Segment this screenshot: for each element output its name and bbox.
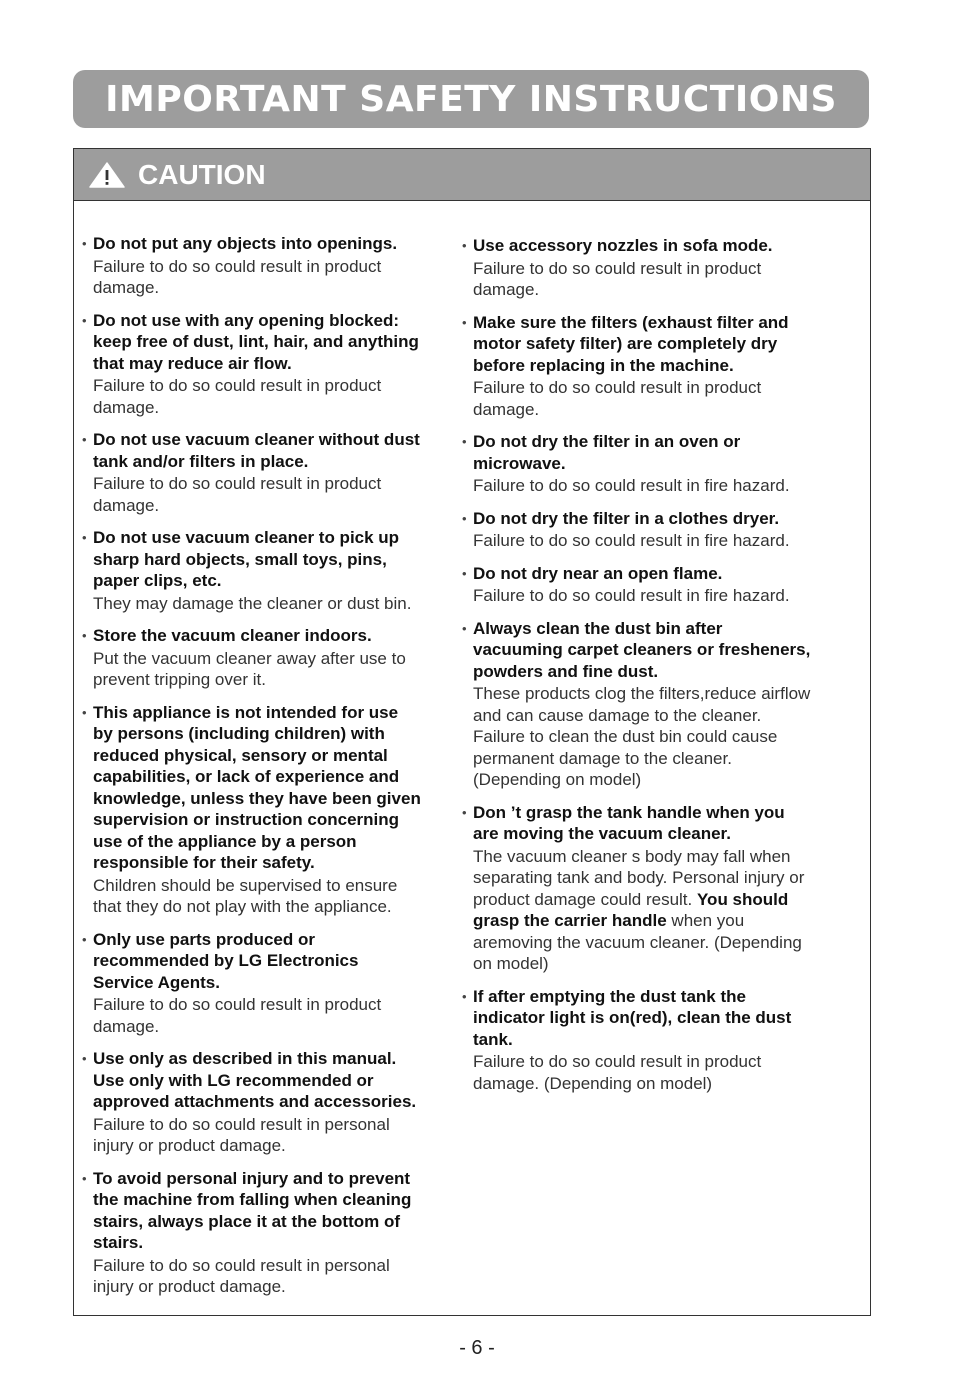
list-item xyxy=(462,431,814,497)
list-item xyxy=(462,618,814,791)
item-heading: • Do not dry the filter in an oven or microwave. xyxy=(473,432,741,473)
item-heading: • Do not dry the filter in a clothes dryer. xyxy=(473,508,780,528)
left-column xyxy=(82,233,422,1309)
item-heading: • To avoid personal injury and to prevent the machine from falling when cleaning stairs, always place it at the bottom of stairs. xyxy=(93,1168,412,1252)
list-item xyxy=(462,508,814,552)
item-heading: • This appliance is not intended for use by persons (including children) with reduced physical, sensory or mental capabilities, or lack of experience and knowledge, unless they have been given supervision or instruction concerning use of the appliance by a person responsible for their safety. xyxy=(93,702,421,872)
list-item xyxy=(82,625,422,691)
item-body: Failure to do so could result in personal injury or product damage. xyxy=(93,1114,390,1155)
list-item xyxy=(462,312,814,421)
list-item xyxy=(82,1168,422,1298)
list-item xyxy=(82,310,422,419)
item-body: Failure to do so could result in product damage. xyxy=(93,995,382,1036)
caution-header xyxy=(74,149,870,201)
item-heading: • Only use parts produced or recommended by LG Electronics Service Agents. xyxy=(93,929,359,992)
item-body: Failure to do so could result in product damage. xyxy=(473,378,762,419)
item-body-emphasis: You should grasp the carrier handle xyxy=(473,889,789,930)
list-item xyxy=(82,702,422,918)
item-heading: • Do not use vacuum cleaner to pick up sharp hard objects, small toys, pins, paper clips, etc. xyxy=(93,528,400,590)
item-body: These products clog the filters,reduce airflow and can cause damage to the cleaner. Failure to clean the dust bin could cause permanent damage to the cleaner. (Depending on model) xyxy=(473,684,811,789)
item-heading: • Do not use vacuum cleaner without dust tank and/or filters in place. xyxy=(93,430,420,471)
list-item xyxy=(82,233,422,299)
list-item xyxy=(82,429,422,516)
item-heading: • Store the vacuum cleaner indoors. xyxy=(93,626,372,645)
item-body-text: when you aremoving the vacuum cleaner. (Depending on model) xyxy=(473,911,802,973)
item-heading: • Don ’t grasp the tank handle when you are moving the vacuum cleaner. xyxy=(473,802,785,843)
item-heading: • Do not use with any opening blocked: keep free of dust, lint, hair, and anything that may reduce air flow. xyxy=(93,310,419,373)
title-banner xyxy=(73,70,869,128)
page-number: - 6 - xyxy=(459,1337,495,1359)
item-body: Put the vacuum cleaner away after use to prevent tripping over it. xyxy=(93,648,406,689)
caution-box xyxy=(73,148,871,1316)
list-item xyxy=(462,235,814,301)
page-title: IMPORTANT SAFETY INSTRUCTIONS xyxy=(105,78,837,120)
item-heading: • Do not dry near an open flame. xyxy=(473,563,723,583)
item-body: Failure to do so could result in fire hazard. xyxy=(473,476,790,495)
item-body: They may damage the cleaner or dust bin. xyxy=(93,593,412,613)
warning-triangle-icon xyxy=(88,161,126,189)
item-heading: • Use only as described in this manual. Use only with LG recommended or approved attachments and accessories. xyxy=(93,1049,417,1111)
item-heading: • Do not put any objects into openings. xyxy=(93,234,398,253)
item-body xyxy=(473,846,814,975)
list-item xyxy=(82,1048,422,1157)
item-heading: • Always clean the dust bin after vacuuming carpet cleaners or fresheners, powders and fine dust. xyxy=(473,618,811,681)
item-heading: • If after emptying the dust tank the indicator light is on(red), clean the dust tank. xyxy=(473,986,792,1049)
item-heading: • Make sure the filters (exhaust filter and motor safety filter) are completely dry before replacing in the machine. xyxy=(473,312,789,375)
item-body: Children should be supervised to ensure that they do not play with the appliance. xyxy=(93,875,398,916)
item-body: Failure to do so could result in product damage. (Depending on model) xyxy=(473,1052,762,1093)
item-body: Failure to do so could result in product damage. xyxy=(473,258,762,299)
list-item xyxy=(462,802,814,975)
list-item xyxy=(82,929,422,1038)
item-body: Failure to do so could result in product damage. xyxy=(93,256,382,297)
item-body: Failure to do so could result in product damage. xyxy=(93,474,382,515)
item-body: Failure to do so could result in fire hazard. xyxy=(473,531,790,550)
right-column xyxy=(462,235,814,1105)
item-body: Failure to do so could result in fire hazard. xyxy=(473,586,790,605)
list-item xyxy=(82,527,422,614)
item-body: Failure to do so could result in product damage. xyxy=(93,376,382,417)
item-body-text: The vacuum cleaner s body may fall when separating tank and body. Personal injury or product damage could result. xyxy=(473,846,805,909)
item-body: Failure to do so could result in personal injury or product damage. xyxy=(93,1255,390,1296)
item-heading: • Use accessory nozzles in sofa mode. xyxy=(473,236,773,255)
caution-label: CAUTION xyxy=(138,158,266,190)
list-item xyxy=(462,986,814,1095)
list-item xyxy=(462,563,814,607)
